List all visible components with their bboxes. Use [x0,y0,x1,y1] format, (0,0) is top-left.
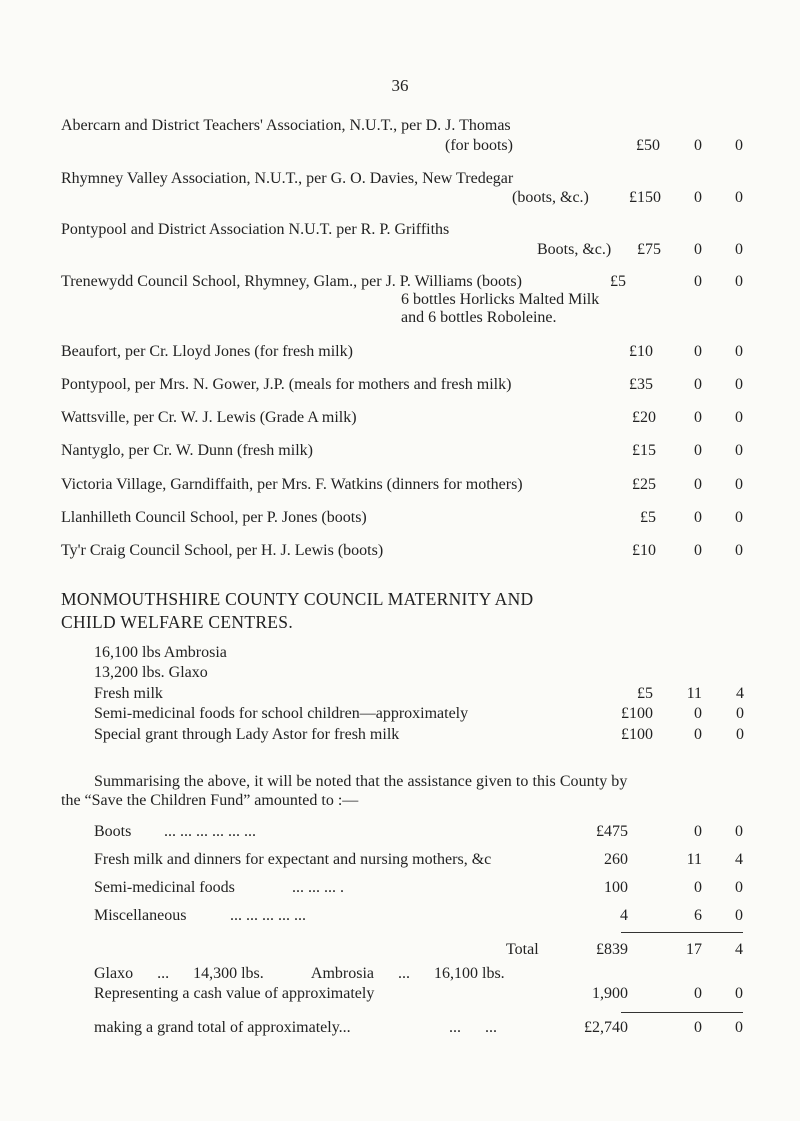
summary-shillings: 0 [694,823,702,840]
donation-pence: 0 [735,241,743,258]
representing-label: Representing a cash value of approximately [94,985,375,1002]
donation-pence: 0 [735,343,743,360]
total-pence: 4 [735,941,743,958]
donation-subline: (boots, &c.) [512,189,589,206]
summary-label: Miscellaneous [94,907,187,924]
section-pence: 4 [736,685,744,702]
donation-line: Pontypool and District Association N.U.T. per R. P. Griffiths [61,221,450,238]
section-item: 16,100 lbs Ambrosia [94,644,227,661]
donation-pounds: £5 [610,273,626,290]
donation-pounds: £150 [629,189,661,206]
donation-line: Wattsville, per Cr. W. J. Lewis (Grade A milk) [61,409,357,426]
donation-line: Rhymney Valley Association, N.U.T., per G. O. Davies, New Tredegar [61,170,514,187]
section-pounds: £100 [621,705,653,722]
donation-note: and 6 bottles Roboleine. [401,309,557,326]
grand-total-label: making a grand total of approximately... [94,1019,351,1036]
glaxo-ambrosia-line: Glaxo ... 14,300 lbs. Ambrosia ... 16,100 lbs. [94,965,505,982]
donation-pence: 0 [735,542,743,559]
summary-pounds: 100 [604,879,628,896]
grand-total-pence: 0 [735,1019,743,1036]
section-item: Fresh milk [94,685,163,702]
donation-shillings: 0 [694,476,702,493]
donation-line: Abercarn and District Teachers' Association, N.U.T., per D. J. Thomas [61,117,511,134]
donation-pence: 0 [735,273,743,290]
section-heading: MONMOUTHSHIRE COUNTY COUNCIL MATERNITY AND [61,589,534,609]
total-pounds: £839 [596,941,628,958]
leader-dots: ... ... ... . [292,879,344,896]
section-pounds: £5 [637,685,653,702]
total-shillings: 17 [686,941,702,958]
donation-note: 6 bottles Horlicks Malted Milk [401,291,600,308]
donation-line: Ty'r Craig Council School, per H. J. Lewis (boots) [61,542,384,559]
donation-pounds: £35 [629,376,653,393]
summary-label: Semi-medicinal foods [94,879,235,896]
leader-dots: ... ... [449,1019,497,1036]
donation-pounds: £75 [637,241,661,258]
donation-line: Pontypool, per Mrs. N. Gower, J.P. (meals for mothers and fresh milk) [61,376,512,393]
donation-line: Beaufort, per Cr. Lloyd Jones (for fresh milk) [61,343,353,360]
donation-shillings: 0 [694,273,702,290]
summary-intro: the “Save the Children Fund” amounted to :— [61,792,359,809]
donation-line: Trenewydd Council School, Rhymney, Glam., per J. P. Williams (boots) [61,273,522,290]
donation-shillings: 0 [694,241,702,258]
donation-pounds: £25 [632,476,656,493]
summary-label: Boots [94,823,132,840]
donation-pounds: £15 [632,442,656,459]
donation-pence: 0 [735,476,743,493]
donation-pounds: £10 [629,343,653,360]
section-item: 13,200 lbs. Glaxo [94,664,208,681]
section-pounds: £100 [621,726,653,743]
representing-shillings: 0 [694,985,702,1002]
section-item: Semi-medicinal foods for school children—approximately [94,705,469,722]
donation-line: Victoria Village, Garndiffaith, per Mrs. F. Watkins (dinners for mothers) [61,476,523,493]
section-shillings: 0 [694,705,702,722]
summary-shillings: 0 [694,879,702,896]
summary-shillings: 11 [686,851,702,868]
donation-pence: 0 [735,189,743,206]
donation-shillings: 0 [694,542,702,559]
donation-pence: 0 [735,442,743,459]
donation-shillings: 0 [694,189,702,206]
donation-subline: Boots, &c.) [537,241,612,258]
donation-shillings: 0 [694,137,702,154]
section-heading: CHILD WELFARE CENTRES. [61,612,293,632]
representing-pounds: 1,900 [592,985,628,1002]
donation-shillings: 0 [694,442,702,459]
donation-pence: 0 [735,409,743,426]
donation-pence: 0 [735,137,743,154]
donation-shillings: 0 [694,409,702,426]
representing-pence: 0 [735,985,743,1002]
summary-intro: Summarising the above, it will be noted that the assistance given to this County by [94,773,628,790]
donation-shillings: 0 [694,343,702,360]
subtotal-rule [621,932,743,933]
summary-pence: 0 [735,907,743,924]
summary-pence: 0 [735,879,743,896]
grand-total-pounds: £2,740 [584,1019,628,1036]
section-item: Special grant through Lady Astor for fresh milk [94,726,400,743]
donation-pounds: £50 [636,137,660,154]
summary-pounds: 4 [620,907,628,924]
donation-shillings: 0 [694,509,702,526]
donation-pence: 0 [735,509,743,526]
donation-line: Nantyglo, per Cr. W. Dunn (fresh milk) [61,442,313,459]
summary-label: Fresh milk and dinners for expectant and nursing mothers, &c [94,851,492,868]
section-pence: 0 [736,705,744,722]
total-label: Total [506,941,539,958]
donation-shillings: 0 [694,376,702,393]
section-shillings: 0 [694,726,702,743]
grand-total-rule [621,1012,743,1013]
donation-subline: (for boots) [445,137,513,154]
leader-dots: ... ... ... ... ... ... [164,823,256,840]
summary-shillings: 6 [694,907,702,924]
summary-pence: 0 [735,823,743,840]
donation-pence: 0 [735,376,743,393]
section-shillings: 11 [686,685,702,702]
page-number: 36 [391,76,409,95]
summary-pence: 4 [735,851,743,868]
grand-total-shillings: 0 [694,1019,702,1036]
summary-pounds: £475 [596,823,628,840]
donation-pounds: £20 [632,409,656,426]
donation-pounds: £10 [632,542,656,559]
donation-line: Llanhilleth Council School, per P. Jones (boots) [61,509,367,526]
section-pence: 0 [736,726,744,743]
leader-dots: ... ... ... ... ... [230,907,306,924]
donation-pounds: £5 [640,509,656,526]
summary-pounds: 260 [604,851,628,868]
